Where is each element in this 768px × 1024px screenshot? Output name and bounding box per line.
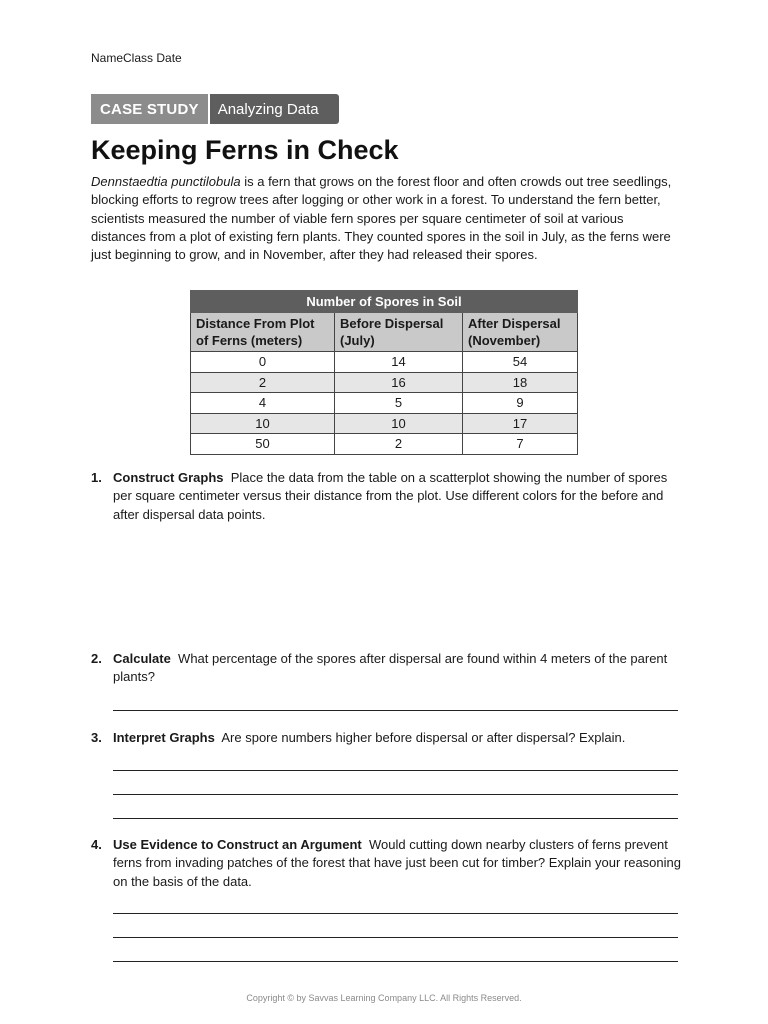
cell-distance: 0 [191, 352, 335, 373]
cell-before: 2 [335, 434, 463, 455]
copyright-footer: Copyright © by Savvas Learning Company LLC. All Rights Reserved. [246, 993, 522, 1003]
table-header-row [191, 313, 578, 352]
cell-distance: 10 [191, 413, 335, 434]
table-row [191, 372, 578, 393]
question-3 [91, 729, 681, 747]
cell-distance: 2 [191, 372, 335, 393]
question-lead: Construct Graphs [113, 470, 224, 485]
answer-line[interactable] [113, 937, 678, 938]
table-caption: Number of Spores in Soil [191, 291, 578, 313]
question-lead: Calculate [113, 651, 171, 666]
table-row [191, 413, 578, 434]
question-number: 1. [91, 470, 102, 485]
cell-after: 54 [463, 352, 578, 373]
name-class-date-line: NameClass Date [91, 51, 182, 65]
table-row [191, 393, 578, 414]
species-name: Dennstaedtia punctilobula [91, 174, 241, 189]
question-1 [91, 469, 681, 524]
answer-line[interactable] [113, 818, 678, 819]
table-caption-row [191, 291, 578, 313]
question-lead: Interpret Graphs [113, 730, 215, 745]
intro-paragraph [91, 173, 681, 264]
question-4 [91, 836, 681, 891]
answer-line[interactable] [113, 913, 678, 914]
cell-before: 14 [335, 352, 463, 373]
question-lead: Use Evidence to Construct an Argument [113, 837, 362, 852]
cell-after: 17 [463, 413, 578, 434]
answer-line[interactable] [113, 794, 678, 795]
cell-distance: 50 [191, 434, 335, 455]
page-title: Keeping Ferns in Check [91, 135, 399, 165]
answer-line[interactable] [113, 961, 678, 962]
spores-table [190, 290, 578, 455]
column-header-before: Before Dispersal (July) [335, 313, 463, 352]
banner-label: CASE STUDY [91, 94, 210, 124]
cell-after: 18 [463, 372, 578, 393]
question-number: 3. [91, 730, 102, 745]
banner-section: Analyzing Data [217, 100, 319, 118]
intro-text: is a fern that grows on the forest floor and often crowds out tree seedlings, blocking efforts to regrow trees after logging or other work in a forest. To understand the fern better, scientists measured the number of viable fern spores per square centimeter of soil at various distances from a plot of existing fern plants. They counted spores in the soil in July, as the ferns were just beginning to grow, and in November, after they had released their spores. [91, 174, 672, 263]
question-text: Place the data from the table on a scatterplot showing the number of spores per square centimeter versus their distance from the plot. Use different colors for the before and after dispersal data points. [113, 470, 668, 522]
question-2 [91, 650, 681, 687]
question-number: 4. [91, 837, 102, 852]
column-header-distance: Distance From Plot of Ferns (meters) [191, 313, 335, 352]
question-text: Would cutting down nearby clusters of ferns prevent ferns from invading patches of the forest that have just been cut for timber? Explain your reasoning on the basis of the data. [113, 837, 681, 889]
answer-line[interactable] [113, 770, 678, 771]
table-row [191, 434, 578, 455]
question-text: What percentage of the spores after dispersal are found within 4 meters of the parent plants? [113, 651, 668, 685]
cell-before: 10 [335, 413, 463, 434]
cell-before: 16 [335, 372, 463, 393]
question-number: 2. [91, 651, 102, 666]
cell-after: 9 [463, 393, 578, 414]
cell-after: 7 [463, 434, 578, 455]
cell-before: 5 [335, 393, 463, 414]
question-text: Are spore numbers higher before dispersal or after dispersal? Explain. [221, 730, 626, 745]
case-study-banner [91, 94, 339, 124]
table-row [191, 352, 578, 373]
column-header-after: After Dispersal (November) [463, 313, 578, 352]
answer-line[interactable] [113, 710, 678, 711]
cell-distance: 4 [191, 393, 335, 414]
